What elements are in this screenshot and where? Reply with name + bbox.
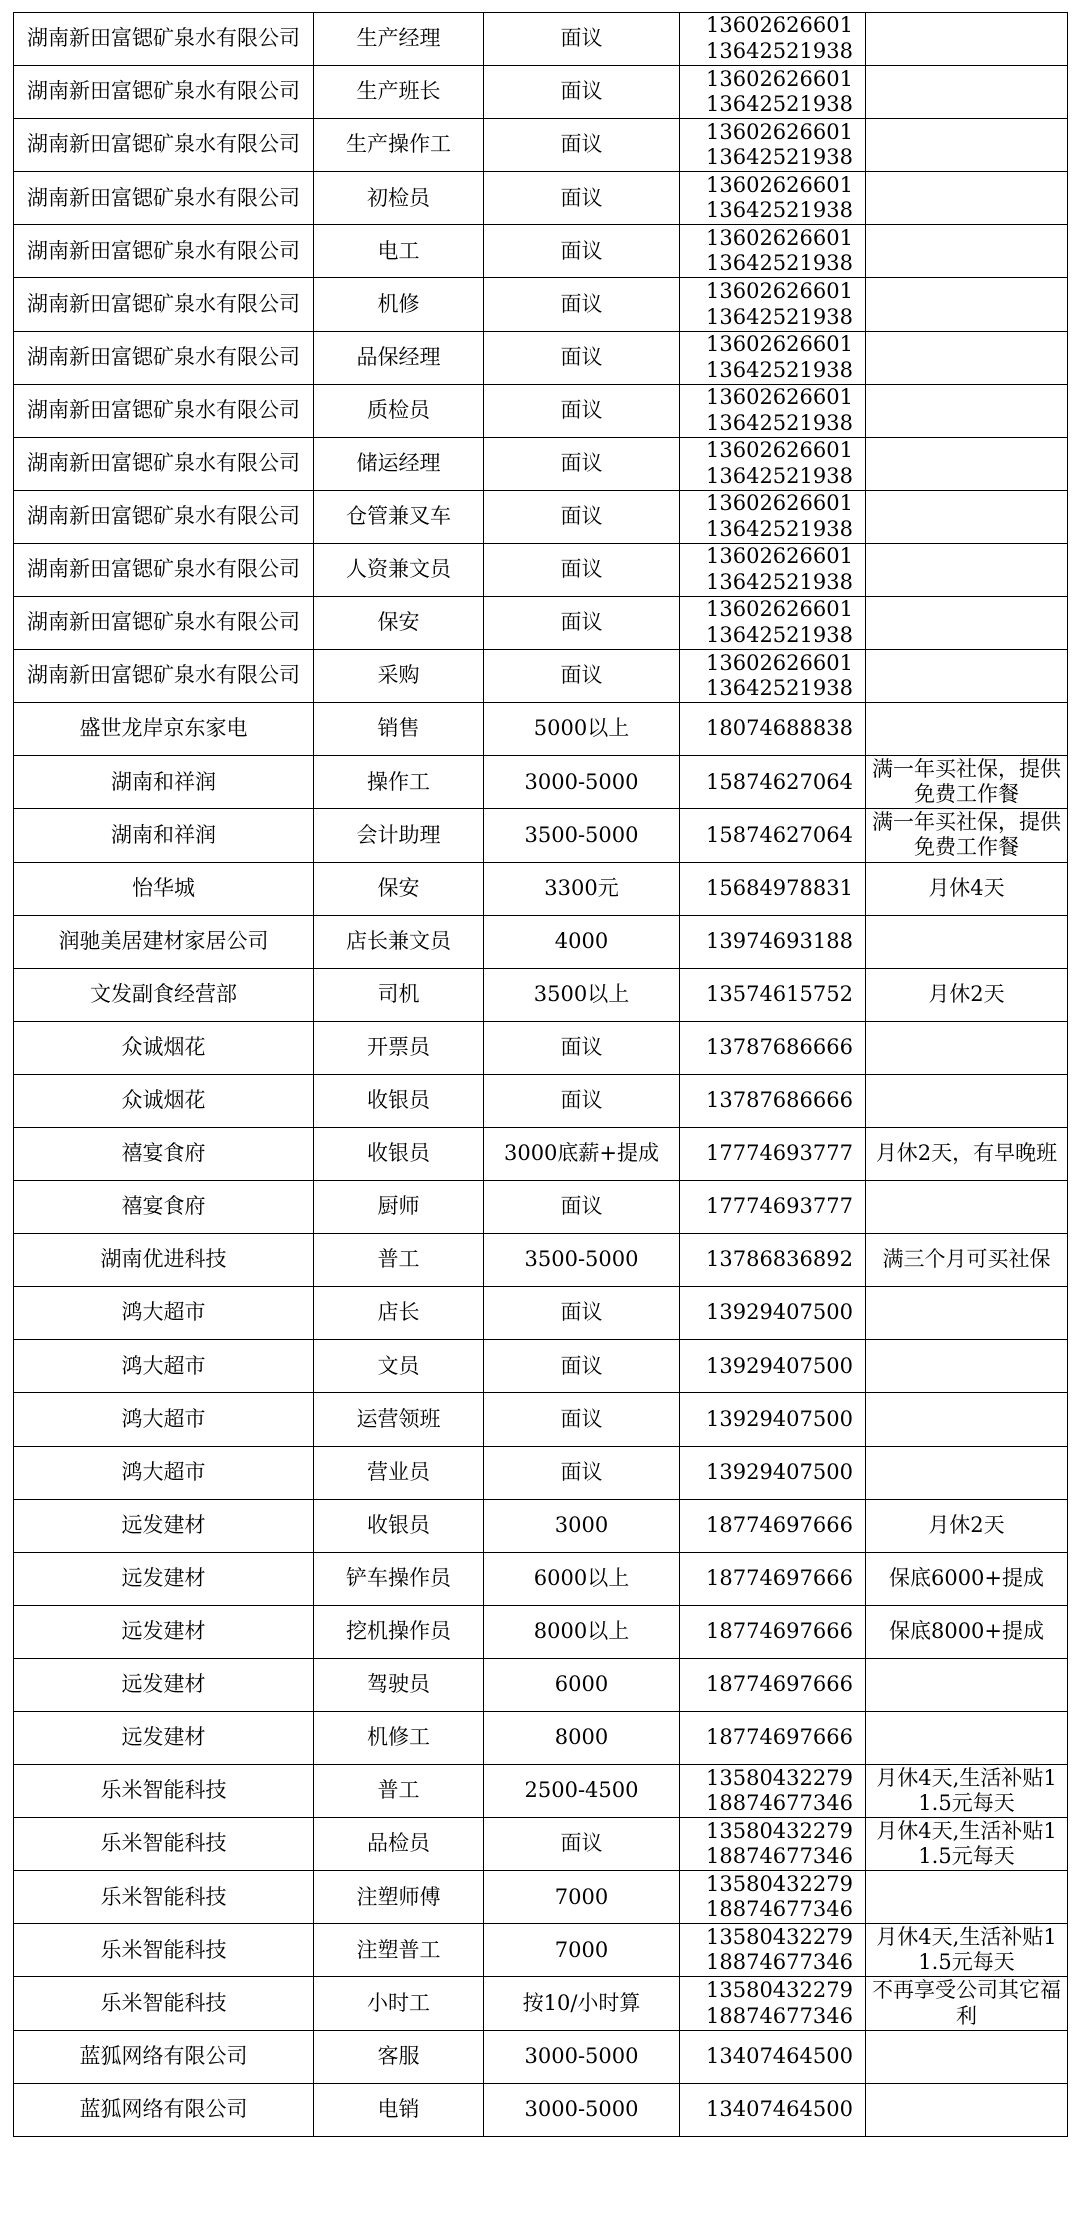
company-cell: 远发建材 [14,1712,314,1765]
company-cell: 润驰美居建材家居公司 [14,915,314,968]
phone-cell: 13929407500 [680,1446,866,1499]
salary-cell: 7000 [484,1924,680,1977]
phone-cell: 13974693188 [680,915,866,968]
table-row [14,543,1068,596]
phone-cell: 13580432279 18874677346 [680,1924,866,1977]
position-cell: 保安 [314,597,484,650]
position-cell: 普工 [314,1765,484,1818]
phone-cell: 13787686666 [680,1021,866,1074]
position-cell: 收银员 [314,1127,484,1180]
position-cell: 店长兼文员 [314,915,484,968]
salary-cell: 3000底薪+提成 [484,1127,680,1180]
table-row [14,13,1068,66]
position-cell: 生产经理 [314,13,484,66]
company-cell: 鸿大超市 [14,1340,314,1393]
note-cell [866,331,1068,384]
note-cell [866,1658,1068,1711]
position-cell: 厨师 [314,1181,484,1234]
company-cell: 怡华城 [14,862,314,915]
salary-cell: 7000 [484,1871,680,1924]
company-cell: 鸿大超市 [14,1393,314,1446]
note-cell [866,703,1068,756]
position-cell: 初检员 [314,172,484,225]
salary-cell: 面议 [484,437,680,490]
phone-cell: 13602626601 13642521938 [680,13,866,66]
salary-cell: 3000-5000 [484,756,680,809]
phone-cell: 13786836892 [680,1234,866,1287]
position-cell: 运营领班 [314,1393,484,1446]
note-cell [866,66,1068,119]
note-cell: 月休2天 [866,1499,1068,1552]
salary-cell: 面议 [484,543,680,596]
salary-cell: 面议 [484,66,680,119]
position-cell: 质检员 [314,384,484,437]
position-cell: 铲车操作员 [314,1552,484,1605]
phone-cell: 13602626601 13642521938 [680,384,866,437]
phone-cell: 13929407500 [680,1393,866,1446]
note-cell [866,384,1068,437]
phone-cell: 18774697666 [680,1605,866,1658]
salary-cell: 3000 [484,1499,680,1552]
company-cell: 远发建材 [14,1658,314,1711]
company-cell: 湖南新田富锶矿泉水有限公司 [14,225,314,278]
salary-cell: 面议 [484,172,680,225]
position-cell: 品保经理 [314,331,484,384]
company-cell: 乐米智能科技 [14,1765,314,1818]
company-cell: 远发建材 [14,1552,314,1605]
note-cell [866,13,1068,66]
phone-cell: 13602626601 13642521938 [680,66,866,119]
note-cell [866,597,1068,650]
position-cell: 保安 [314,862,484,915]
position-cell: 采购 [314,650,484,703]
salary-cell: 面议 [484,1181,680,1234]
table-row [14,703,1068,756]
salary-cell: 4000 [484,915,680,968]
position-cell: 生产操作工 [314,119,484,172]
company-cell: 湖南优进科技 [14,1234,314,1287]
table-row [14,119,1068,172]
phone-cell: 13407464500 [680,2030,866,2083]
position-cell: 生产班长 [314,66,484,119]
phone-cell: 15684978831 [680,862,866,915]
company-cell: 湖南新田富锶矿泉水有限公司 [14,650,314,703]
note-cell: 不再享受公司其它福利 [866,1977,1068,2030]
company-cell: 众诚烟花 [14,1074,314,1127]
company-cell: 蓝狐网络有限公司 [14,2083,314,2136]
salary-cell: 3500-5000 [484,1234,680,1287]
note-cell [866,1021,1068,1074]
phone-cell: 17774693777 [680,1181,866,1234]
company-cell: 文发副食经营部 [14,968,314,1021]
phone-cell: 18774697666 [680,1658,866,1711]
note-cell [866,119,1068,172]
phone-cell: 17774693777 [680,1127,866,1180]
note-cell [866,650,1068,703]
table-row [14,1393,1068,1446]
salary-cell: 3000-5000 [484,2083,680,2136]
phone-cell: 13602626601 13642521938 [680,172,866,225]
note-cell: 满一年买社保，提供免费工作餐 [866,809,1068,862]
position-cell: 仓管兼叉车 [314,490,484,543]
phone-cell: 18774697666 [680,1552,866,1605]
company-cell: 远发建材 [14,1605,314,1658]
salary-cell: 6000 [484,1658,680,1711]
company-cell: 乐米智能科技 [14,1871,314,1924]
table-row [14,1658,1068,1711]
company-cell: 鸿大超市 [14,1287,314,1340]
note-cell [866,1340,1068,1393]
position-cell: 电工 [314,225,484,278]
salary-cell: 面议 [484,1393,680,1446]
table-row [14,1977,1068,2030]
company-cell: 湖南新田富锶矿泉水有限公司 [14,597,314,650]
table-row [14,1605,1068,1658]
table-row [14,1446,1068,1499]
table-row [14,1818,1068,1871]
salary-cell: 8000以上 [484,1605,680,1658]
table-row [14,597,1068,650]
table-row [14,1287,1068,1340]
note-cell: 月休4天,生活补贴11.5元每天 [866,1765,1068,1818]
position-cell: 开票员 [314,1021,484,1074]
company-cell: 乐米智能科技 [14,1977,314,2030]
note-cell: 月休2天 [866,968,1068,1021]
note-cell [866,172,1068,225]
company-cell: 乐米智能科技 [14,1924,314,1977]
salary-cell: 面议 [484,13,680,66]
position-cell: 机修 [314,278,484,331]
table-row [14,1074,1068,1127]
position-cell: 人资兼文员 [314,543,484,596]
note-cell [866,1712,1068,1765]
job-listing-body [14,13,1068,2137]
table-row [14,862,1068,915]
note-cell [866,1074,1068,1127]
salary-cell: 面议 [484,650,680,703]
company-cell: 蓝狐网络有限公司 [14,2030,314,2083]
phone-cell: 13407464500 [680,2083,866,2136]
salary-cell: 3300元 [484,862,680,915]
table-row [14,809,1068,862]
salary-cell: 面议 [484,1818,680,1871]
company-cell: 众诚烟花 [14,1021,314,1074]
table-row [14,1499,1068,1552]
note-cell [866,1393,1068,1446]
position-cell: 小时工 [314,1977,484,2030]
note-cell: 满一年买社保，提供免费工作餐 [866,756,1068,809]
phone-cell: 13602626601 13642521938 [680,437,866,490]
salary-cell: 3000-5000 [484,2030,680,2083]
salary-cell: 面议 [484,384,680,437]
salary-cell: 3500以上 [484,968,680,1021]
position-cell: 品检员 [314,1818,484,1871]
salary-cell: 面议 [484,1287,680,1340]
phone-cell: 13602626601 13642521938 [680,278,866,331]
note-cell: 月休4天 [866,862,1068,915]
company-cell: 湖南新田富锶矿泉水有限公司 [14,172,314,225]
salary-cell: 面议 [484,225,680,278]
company-cell: 湖南新田富锶矿泉水有限公司 [14,331,314,384]
company-cell: 湖南和祥润 [14,756,314,809]
note-cell [866,1181,1068,1234]
salary-cell: 面议 [484,1446,680,1499]
phone-cell: 13580432279 18874677346 [680,1765,866,1818]
table-row [14,437,1068,490]
position-cell: 电销 [314,2083,484,2136]
salary-cell: 面议 [484,490,680,543]
phone-cell: 13602626601 13642521938 [680,225,866,278]
company-cell: 湖南新田富锶矿泉水有限公司 [14,278,314,331]
note-cell [866,278,1068,331]
phone-cell: 13929407500 [680,1340,866,1393]
phone-cell: 15874627064 [680,756,866,809]
table-row [14,1181,1068,1234]
position-cell: 储运经理 [314,437,484,490]
note-cell [866,437,1068,490]
position-cell: 收银员 [314,1074,484,1127]
company-cell: 禧宴食府 [14,1181,314,1234]
company-cell: 禧宴食府 [14,1127,314,1180]
phone-cell: 13602626601 13642521938 [680,650,866,703]
table-row [14,1021,1068,1074]
phone-cell: 13580432279 18874677346 [680,1871,866,1924]
position-cell: 机修工 [314,1712,484,1765]
salary-cell: 面议 [484,331,680,384]
note-cell [866,225,1068,278]
table-row [14,1871,1068,1924]
note-cell [866,1446,1068,1499]
phone-cell: 13580432279 18874677346 [680,1977,866,2030]
note-cell [866,490,1068,543]
position-cell: 店长 [314,1287,484,1340]
table-row [14,172,1068,225]
phone-cell: 13602626601 13642521938 [680,119,866,172]
table-row [14,1765,1068,1818]
company-cell: 湖南和祥润 [14,809,314,862]
salary-cell: 3500-5000 [484,809,680,862]
position-cell: 注塑师傅 [314,1871,484,1924]
phone-cell: 13602626601 13642521938 [680,490,866,543]
table-row [14,1127,1068,1180]
position-cell: 驾驶员 [314,1658,484,1711]
position-cell: 文员 [314,1340,484,1393]
salary-cell: 按10/小时算 [484,1977,680,2030]
note-cell: 月休4天,生活补贴11.5元每天 [866,1818,1068,1871]
salary-cell: 2500-4500 [484,1765,680,1818]
table-row [14,650,1068,703]
note-cell [866,2083,1068,2136]
position-cell: 销售 [314,703,484,756]
note-cell [866,1871,1068,1924]
table-row [14,756,1068,809]
phone-cell: 18074688838 [680,703,866,756]
position-cell: 注塑普工 [314,1924,484,1977]
table-row [14,2030,1068,2083]
company-cell: 远发建材 [14,1499,314,1552]
note-cell [866,543,1068,596]
position-cell: 营业员 [314,1446,484,1499]
salary-cell: 8000 [484,1712,680,1765]
position-cell: 司机 [314,968,484,1021]
company-cell: 湖南新田富锶矿泉水有限公司 [14,66,314,119]
phone-cell: 13602626601 13642521938 [680,543,866,596]
salary-cell: 面议 [484,119,680,172]
table-row [14,278,1068,331]
note-cell [866,915,1068,968]
note-cell: 月休4天,生活补贴11.5元每天 [866,1924,1068,1977]
table-row [14,384,1068,437]
company-cell: 湖南新田富锶矿泉水有限公司 [14,490,314,543]
phone-cell: 13574615752 [680,968,866,1021]
phone-cell: 18774697666 [680,1712,866,1765]
company-cell: 湖南新田富锶矿泉水有限公司 [14,437,314,490]
note-cell [866,2030,1068,2083]
position-cell: 挖机操作员 [314,1605,484,1658]
position-cell: 客服 [314,2030,484,2083]
table-row [14,1712,1068,1765]
position-cell: 收银员 [314,1499,484,1552]
company-cell: 乐米智能科技 [14,1818,314,1871]
company-cell: 盛世龙岸京东家电 [14,703,314,756]
phone-cell: 18774697666 [680,1499,866,1552]
table-row [14,1340,1068,1393]
note-cell [866,1287,1068,1340]
table-row [14,490,1068,543]
note-cell: 保底6000+提成 [866,1552,1068,1605]
job-listing-table [13,12,1068,2137]
table-row [14,66,1068,119]
note-cell: 月休2天，有早晚班 [866,1127,1068,1180]
salary-cell: 6000以上 [484,1552,680,1605]
phone-cell: 15874627064 [680,809,866,862]
table-row [14,2083,1068,2136]
phone-cell: 13602626601 13642521938 [680,331,866,384]
salary-cell: 5000以上 [484,703,680,756]
note-cell: 满三个月可买社保 [866,1234,1068,1287]
salary-cell: 面议 [484,1340,680,1393]
table-row [14,1924,1068,1977]
table-row [14,331,1068,384]
table-row [14,1234,1068,1287]
salary-cell: 面议 [484,1074,680,1127]
position-cell: 操作工 [314,756,484,809]
phone-cell: 13602626601 13642521938 [680,597,866,650]
salary-cell: 面议 [484,1021,680,1074]
company-cell: 鸿大超市 [14,1446,314,1499]
phone-cell: 13929407500 [680,1287,866,1340]
salary-cell: 面议 [484,278,680,331]
table-row [14,225,1068,278]
note-cell: 保底8000+提成 [866,1605,1068,1658]
table-row [14,915,1068,968]
company-cell: 湖南新田富锶矿泉水有限公司 [14,13,314,66]
position-cell: 普工 [314,1234,484,1287]
table-row [14,1552,1068,1605]
phone-cell: 13787686666 [680,1074,866,1127]
company-cell: 湖南新田富锶矿泉水有限公司 [14,543,314,596]
company-cell: 湖南新田富锶矿泉水有限公司 [14,119,314,172]
company-cell: 湖南新田富锶矿泉水有限公司 [14,384,314,437]
table-row [14,968,1068,1021]
phone-cell: 13580432279 18874677346 [680,1818,866,1871]
position-cell: 会计助理 [314,809,484,862]
salary-cell: 面议 [484,597,680,650]
